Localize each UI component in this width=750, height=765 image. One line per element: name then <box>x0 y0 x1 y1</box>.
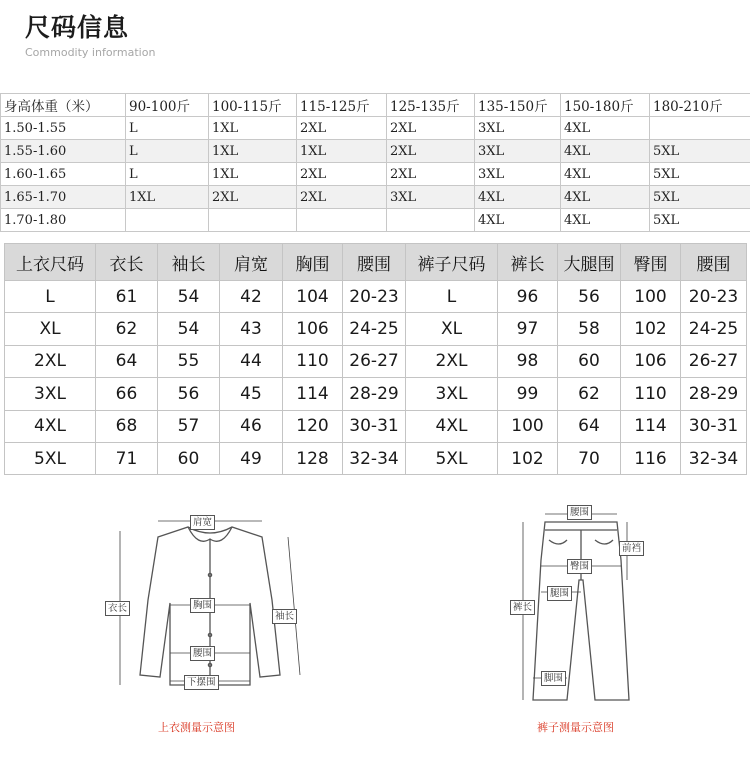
pants-size-cell: 20-23 <box>681 281 747 313</box>
top-size-header-cell: 衣长 <box>96 244 158 281</box>
height-weight-cell: 4XL <box>561 186 650 209</box>
top-size-row <box>5 281 406 313</box>
pants-size-cell: 32-34 <box>681 442 747 474</box>
top-size-cell: 56 <box>158 378 220 410</box>
top-size-cell: 114 <box>283 378 343 410</box>
top-size-cell: 120 <box>283 410 343 442</box>
pants-size-cell: 106 <box>621 345 681 377</box>
height-weight-row <box>1 186 750 209</box>
height-weight-cell: 1XL <box>209 140 297 163</box>
height-weight-cell: 1.65-1.70 <box>1 186 126 209</box>
pants-size-cell: 3XL <box>406 378 498 410</box>
shirt-caption: 上衣测量示意图 <box>158 721 235 734</box>
height-weight-cell: 1XL <box>126 186 209 209</box>
height-weight-cell: 3XL <box>475 163 561 186</box>
pants-size-cell: 100 <box>498 410 558 442</box>
pants-waist-label: 腰围 <box>567 505 592 520</box>
height-weight-cell: 4XL <box>475 186 561 209</box>
top-size-row <box>5 442 406 474</box>
pants-size-cell: 100 <box>621 281 681 313</box>
shirt-length-label: 衣长 <box>105 601 130 616</box>
top-size-cell: 62 <box>96 313 158 345</box>
height-weight-header-cell: 180-210斤 <box>650 94 750 117</box>
pants-size-header-row <box>406 244 747 281</box>
top-size-row <box>5 345 406 377</box>
top-size-cell: 60 <box>158 442 220 474</box>
top-size-header-cell: 上衣尺码 <box>5 244 96 281</box>
shirt-measurement-diagram <box>100 505 320 740</box>
height-weight-cell: 1.50-1.55 <box>1 117 126 140</box>
height-weight-cell: 2XL <box>297 117 387 140</box>
height-weight-cell: 5XL <box>650 140 750 163</box>
pants-size-cell: 116 <box>621 442 681 474</box>
pants-size-cell: 114 <box>621 410 681 442</box>
height-weight-body <box>1 117 750 232</box>
top-size-cell: 30-31 <box>343 410 406 442</box>
height-weight-table <box>0 93 750 232</box>
shirt-shoulder-label: 肩宽 <box>190 515 215 530</box>
height-weight-cell: 2XL <box>387 140 475 163</box>
pants-size-cell: 70 <box>558 442 621 474</box>
top-size-cell: 28-29 <box>343 378 406 410</box>
height-weight-cell: 5XL <box>650 186 750 209</box>
pants-size-row <box>406 378 747 410</box>
top-size-cell: 71 <box>96 442 158 474</box>
pants-size-cell: 96 <box>498 281 558 313</box>
top-size-cell: 26-27 <box>343 345 406 377</box>
height-weight-cell: 3XL <box>475 140 561 163</box>
height-weight-cell <box>209 209 297 232</box>
height-weight-cell: L <box>126 117 209 140</box>
pants-size-table <box>405 243 747 475</box>
height-weight-cell: 3XL <box>387 186 475 209</box>
height-weight-cell: 2XL <box>209 186 297 209</box>
pants-size-cell: 102 <box>498 442 558 474</box>
height-weight-cell: 1XL <box>209 163 297 186</box>
top-size-cell: 45 <box>220 378 283 410</box>
top-size-cell: 68 <box>96 410 158 442</box>
top-size-body <box>5 281 406 475</box>
top-size-cell: 3XL <box>5 378 96 410</box>
pants-size-cell: 99 <box>498 378 558 410</box>
pants-caption: 裤子测量示意图 <box>537 721 614 734</box>
pants-size-row <box>406 345 747 377</box>
pants-thigh-label: 腿围 <box>547 586 572 601</box>
pants-size-cell: XL <box>406 313 498 345</box>
pants-size-cell: 4XL <box>406 410 498 442</box>
height-weight-header-cell: 135-150斤 <box>475 94 561 117</box>
pants-size-cell: 98 <box>498 345 558 377</box>
top-size-cell: 4XL <box>5 410 96 442</box>
pants-rise-label: 前裆 <box>619 541 644 556</box>
top-size-cell: 106 <box>283 313 343 345</box>
height-weight-cell: 1.70-1.80 <box>1 209 126 232</box>
height-weight-row <box>1 209 750 232</box>
height-weight-cell: 4XL <box>561 163 650 186</box>
pants-size-cell: 102 <box>621 313 681 345</box>
top-size-cell: L <box>5 281 96 313</box>
page-title: 尺码信息 <box>25 13 130 42</box>
height-weight-cell: 2XL <box>297 163 387 186</box>
pants-size-cell: 110 <box>621 378 681 410</box>
top-size-header-cell: 腰围 <box>343 244 406 281</box>
height-weight-header-row <box>1 94 750 117</box>
height-weight-row <box>1 140 750 163</box>
height-weight-cell: 3XL <box>475 117 561 140</box>
pants-size-cell: 28-29 <box>681 378 747 410</box>
top-size-row <box>5 410 406 442</box>
pants-size-cell: 60 <box>558 345 621 377</box>
height-weight-cell: 1XL <box>297 140 387 163</box>
top-size-cell: 54 <box>158 313 220 345</box>
top-size-cell: 5XL <box>5 442 96 474</box>
pants-size-cell: 2XL <box>406 345 498 377</box>
top-size-cell: 57 <box>158 410 220 442</box>
top-size-cell: 46 <box>220 410 283 442</box>
top-size-cell: 2XL <box>5 345 96 377</box>
top-size-cell: 49 <box>220 442 283 474</box>
top-size-row <box>5 313 406 345</box>
pants-size-body <box>406 281 747 475</box>
top-size-cell: 42 <box>220 281 283 313</box>
height-weight-cell: 5XL <box>650 163 750 186</box>
pants-size-header-cell: 臀围 <box>621 244 681 281</box>
pants-size-row <box>406 442 747 474</box>
pants-size-cell: 5XL <box>406 442 498 474</box>
height-weight-cell: 2XL <box>297 186 387 209</box>
height-weight-header-cell: 115-125斤 <box>297 94 387 117</box>
height-weight-header-cell: 身高体重（米） <box>1 94 126 117</box>
pants-size-header-cell: 裤长 <box>498 244 558 281</box>
pants-size-cell: 30-31 <box>681 410 747 442</box>
height-weight-cell: 4XL <box>561 117 650 140</box>
pants-measurement-diagram <box>505 500 655 740</box>
top-size-header-cell: 胸围 <box>283 244 343 281</box>
pants-size-cell: 58 <box>558 313 621 345</box>
pants-size-cell: 97 <box>498 313 558 345</box>
shirt-waist-label: 腰围 <box>190 646 215 661</box>
pants-hem-label: 脚围 <box>541 671 566 686</box>
height-weight-cell: 1.60-1.65 <box>1 163 126 186</box>
top-size-cell: 104 <box>283 281 343 313</box>
pants-size-cell: 64 <box>558 410 621 442</box>
pants-size-cell: L <box>406 281 498 313</box>
pants-length-label: 裤长 <box>510 600 535 615</box>
height-weight-row <box>1 117 750 140</box>
pants-size-header-cell: 腰围 <box>681 244 747 281</box>
height-weight-row <box>1 163 750 186</box>
page-subtitle: Commodity information <box>25 46 156 59</box>
top-size-header-cell: 肩宽 <box>220 244 283 281</box>
height-weight-cell: 5XL <box>650 209 750 232</box>
pants-size-row <box>406 410 747 442</box>
height-weight-cell <box>126 209 209 232</box>
height-weight-cell: L <box>126 140 209 163</box>
top-size-cell: 54 <box>158 281 220 313</box>
top-size-header-cell: 袖长 <box>158 244 220 281</box>
height-weight-header-cell: 150-180斤 <box>561 94 650 117</box>
header <box>0 0 750 86</box>
pants-size-cell: 62 <box>558 378 621 410</box>
height-weight-cell: 4XL <box>561 209 650 232</box>
pants-size-cell: 24-25 <box>681 313 747 345</box>
top-size-cell: 20-23 <box>343 281 406 313</box>
shirt-chest-label: 胸围 <box>190 598 215 613</box>
top-size-cell: 128 <box>283 442 343 474</box>
shirt-sleeve-label: 袖长 <box>272 609 297 624</box>
height-weight-cell: 1.55-1.60 <box>1 140 126 163</box>
top-size-cell: 32-34 <box>343 442 406 474</box>
height-weight-cell: 2XL <box>387 163 475 186</box>
shirt-hem-label: 下摆围 <box>184 675 219 690</box>
pants-size-header-cell: 裤子尺码 <box>406 244 498 281</box>
pants-hip-label: 臀围 <box>567 559 592 574</box>
top-size-cell: 61 <box>96 281 158 313</box>
height-weight-header-cell: 125-135斤 <box>387 94 475 117</box>
height-weight-cell <box>297 209 387 232</box>
top-size-cell: 24-25 <box>343 313 406 345</box>
pants-size-table-wrap <box>405 243 747 475</box>
top-size-cell: 110 <box>283 345 343 377</box>
height-weight-cell: 1XL <box>209 117 297 140</box>
top-size-cell: 43 <box>220 313 283 345</box>
top-size-row <box>5 378 406 410</box>
top-size-table-wrap <box>4 243 406 475</box>
height-weight-header-cell: 90-100斤 <box>126 94 209 117</box>
top-size-cell: 55 <box>158 345 220 377</box>
pants-size-cell: 26-27 <box>681 345 747 377</box>
height-weight-cell <box>650 117 750 140</box>
pants-size-row <box>406 281 747 313</box>
height-weight-cell: L <box>126 163 209 186</box>
height-weight-cell: 4XL <box>475 209 561 232</box>
pants-size-row <box>406 313 747 345</box>
top-size-header-row <box>5 244 406 281</box>
top-size-table <box>4 243 406 475</box>
top-size-cell: 64 <box>96 345 158 377</box>
height-weight-cell: 4XL <box>561 140 650 163</box>
height-weight-header-cell: 100-115斤 <box>209 94 297 117</box>
pants-size-cell: 56 <box>558 281 621 313</box>
top-size-cell: XL <box>5 313 96 345</box>
height-weight-cell <box>387 209 475 232</box>
top-size-cell: 66 <box>96 378 158 410</box>
top-size-cell: 44 <box>220 345 283 377</box>
height-weight-cell: 2XL <box>387 117 475 140</box>
pants-size-header-cell: 大腿围 <box>558 244 621 281</box>
